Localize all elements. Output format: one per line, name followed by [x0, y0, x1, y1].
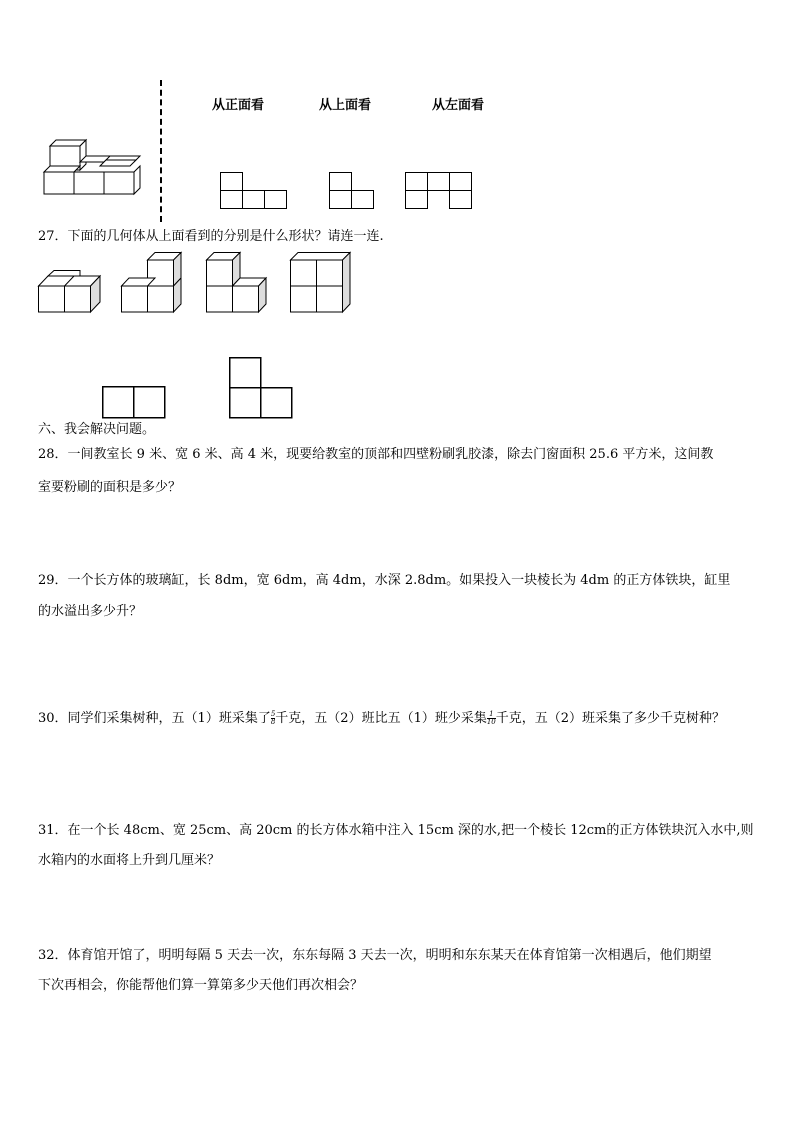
question-29-line-1: 29．一个长方体的玻璃缸，长 8dm，宽 6dm，高 4dm，水深 2.8dm。如果投入一块棱长为 4dm 的正方体铁块，缸里: [38, 573, 731, 588]
fraction-2-numerator: 1: [487, 711, 496, 719]
fraction-1-denominator: 8: [270, 718, 276, 726]
view-grid-1: [220, 172, 288, 210]
question-30-part-3: 千克，五（2）班采集了多少千克树种？: [495, 711, 726, 726]
question-27: 27．下面的几何体从上面看到的分别是什么形状？请连一连.: [38, 229, 384, 244]
view-label-front: 从正面看: [212, 98, 265, 113]
solid-figure-top: [40, 138, 140, 196]
view-grid-3: [405, 172, 475, 210]
question-32-line-1: 32．体育馆开馆了，明明每隔 5 天去一次，东东每隔 3 天去一次，明明和东东某天在体育馆第一次相遇后，他们期望: [38, 948, 712, 963]
fraction-one-tenth: [487, 711, 496, 726]
solid-d: [290, 252, 354, 314]
question-30-part-2: 千克，五（2）班比五（1）班少采集: [275, 711, 487, 726]
question-30-part-1: 30．同学们采集树种，五（1）班采集了: [38, 711, 271, 726]
section-6-heading: 六、我会解决问题。: [38, 422, 156, 437]
view-label-left: 从左面看: [432, 98, 485, 113]
question-29-line-2: 的水溢出多少升？: [38, 604, 143, 619]
fraction-1-numerator: 5: [270, 710, 276, 718]
view-label-top: 从上面看: [319, 98, 372, 113]
top-view-shape-2: [229, 357, 293, 421]
fraction-2-denominator: 10: [486, 718, 496, 726]
question-32-line-2: 下次再相会，你能帮他们算一算第多少天他们再次相会？: [38, 978, 364, 993]
question-30: [38, 711, 725, 727]
question-31-line-1: 31．在一个长 48cm、宽 25cm、高 20cm 的长方体水箱中注入 15cm 深的水,把一个棱长 12cm的正方体铁块沉入水中,则: [38, 823, 754, 838]
solid-c: [206, 252, 270, 314]
top-view-shape-1: [102, 386, 166, 420]
solid-a: [38, 270, 102, 314]
question-31-line-2: 水箱内的水面将上升到几厘米？: [38, 853, 221, 868]
question-28-line-2: 室要粉刷的面积是多少？: [38, 480, 182, 495]
question-28-line-1: 28．一间教室长 9 米、宽 6 米、高 4 米，现要给教室的顶部和四壁粉刷乳胶漆，除去门窗面积 25.6 平方米，这间教: [38, 447, 714, 462]
view-grid-2: [329, 172, 377, 210]
dashed-divider: [160, 80, 162, 222]
solid-b: [121, 252, 185, 314]
